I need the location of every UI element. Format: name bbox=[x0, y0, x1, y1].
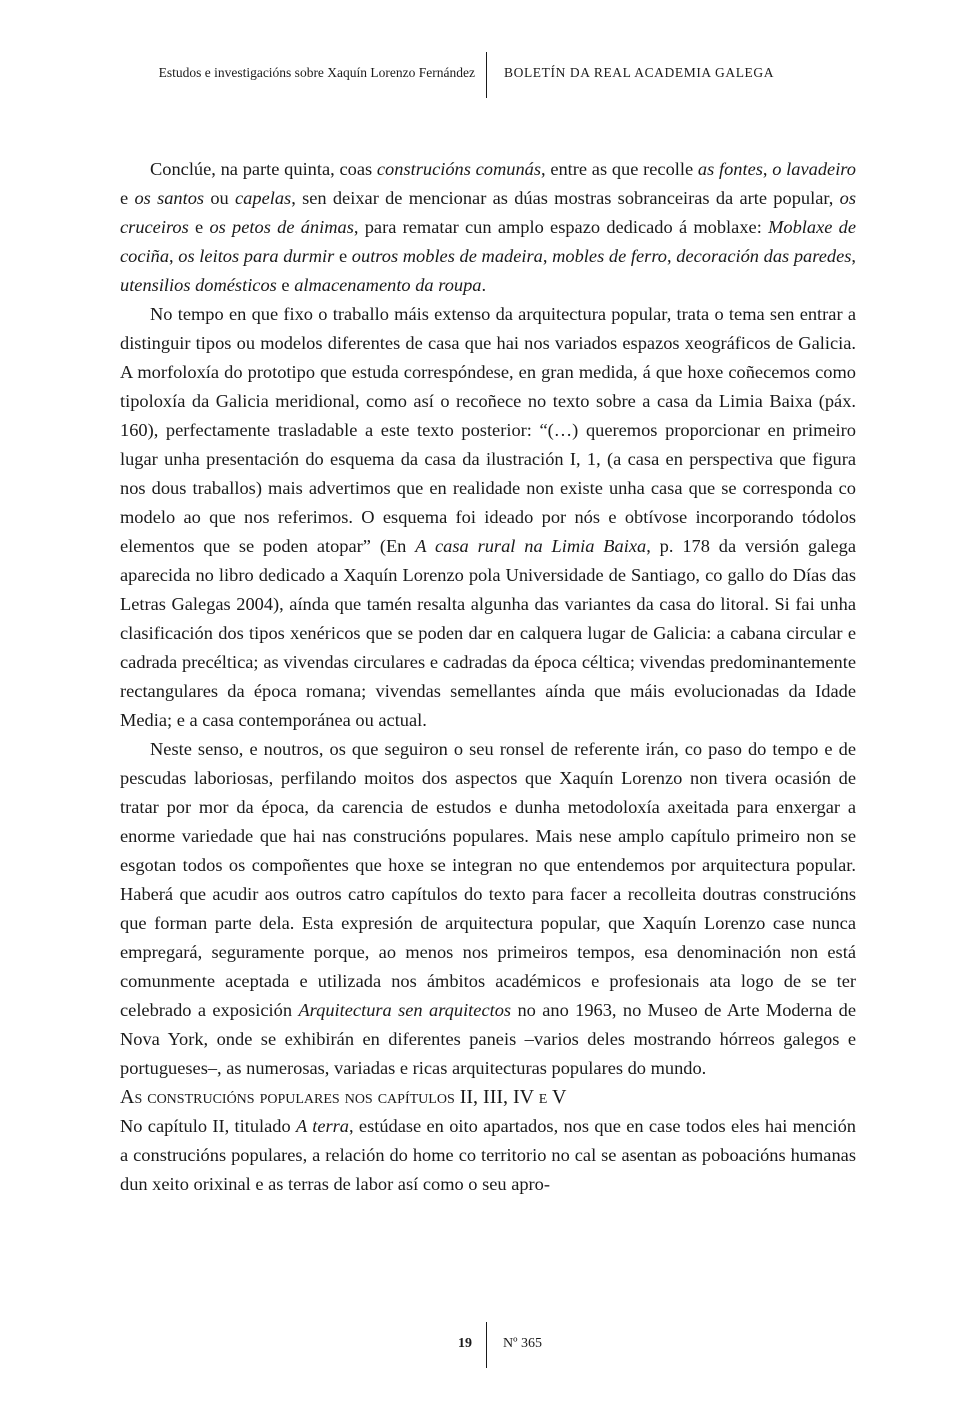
emphasis: utensilios domésticos bbox=[120, 275, 277, 295]
emphasis: almacenamento da roupa bbox=[294, 275, 482, 295]
emphasis: capelas bbox=[235, 188, 292, 208]
paragraph-2: No tempo en que fixo o traballo máis extenso da arquitectura popular, trata o tema sen entrar a distinguir tipos ou modelos diferentes de casa que hai nos variados espazos xeográficos de Galicia. A morfoloxía do prototipo que estuda correspóndese, en gran medida, á que hoxe coñecemos como tipoloxía da Galicia meridional, como así o recoñece no texto sobre a casa da Limia Baixa (páx. 160), perfectamente trasladable a este texto posterior: “(…) queremos proporcionar en primeiro lugar unha presentación do esquema da casa da ilustración I, 1, (a casa en perspectiva que figura nos dous traballos) mais advertimos que en realidade non existe unha casa que se corresponda co modelo ao que nos referimos. O esquema foi ideado por nós e obtívose incorporando tódolos elementos que se poden atopar” (En A casa rural na Limia Baixa, p. 178 da versión galega aparecida no libro dedicado a Xaquín Lorenzo pola Universidade de Santiago, co gallo do Días das Letras Galegas 2004), aínda que tamén resalta algunha das variantes da casa do litoral. Si fai unha clasificación dos tipos xenéricos que se poden dar en calquera lugar de Galicia: a cabana circular e cadrada precéltica; as vivendas circulares e cadradas da época céltica; vivendas predominantemente rectangulares da época romana; vivendas semellantes aínda que máis evolucionadas da Idade Media; e a casa contemporánea ou actual. bbox=[120, 304, 856, 730]
emphasis: o lavadeiro bbox=[772, 159, 856, 179]
emphasis: Moblaxe de cociña bbox=[120, 217, 857, 266]
emphasis: os petos de ánimas bbox=[209, 217, 354, 237]
paragraph-1: Conclúe, na parte quinta, coas construcións comunás, entre as que recolle as fontes, o lavadeiro e os santos ou capelas, sen deixar de mencionar as dúas mostras sobranceiras da arte popular, os cruceiros e os petos de ánimas, para rematar cun amplo espazo dedicado á moblaxe: Moblaxe de cociña, os leitos para durmir e outros mobles de madeira, mobles de ferro, decoración das paredes, utensilios domésticos e almacenamento da roupa. bbox=[120, 159, 857, 295]
book-title: A casa rural na Limia Baixa bbox=[415, 536, 647, 556]
emphasis: os santos bbox=[134, 188, 205, 208]
section-heading: As construcións populares nos capítulos II, III, IV e V bbox=[120, 1086, 567, 1108]
chapter-title: A terra bbox=[296, 1116, 349, 1136]
paragraph-3: Neste senso, e noutros, os que seguiron o seu ronsel de referente irán, co paso do tempo e de pescudas laboriosas, perfilando moitos dos aspectos que Xaquín Lorenzo non tivera ocasión de tratar por mor da época, da carencia de estudos e dunha metodoloxía axeitada para enxergar a enorme variedade que hai nas construcións populares. Mais nese amplo capítulo primeiro non se esgotan todos os compoñentes que hoxe se integran no que entendemos por arquitectura popular. Haberá que acudir aos outros catro capítulos do texto para facer a recolleita doutras construcións que forman parte dela. Esta expresión de arquitectura popular, que Xaquín Lorenzo case nunca empregará, seguramente porque, ao menos nos primeiros tempos, esa denominación non está comunmente aceptada e utilizada nos ámbitos académicos e profesionais ata logo de se ter celebrado a exposición Arquitectura sen arquitectos no ano 1963, no Museo de Arte Moderna de Nova York, onde se exhibirán en diferentes paneis –varios deles mostrando hórreos galegos e portugueses–, as numerosas, variadas e ricas arquitecturas populares do mundo. bbox=[120, 739, 856, 1078]
header-divider bbox=[486, 52, 487, 98]
emphasis: construcións comunás bbox=[376, 159, 541, 179]
issue-number: Nº 365 bbox=[503, 1336, 542, 1351]
footer-divider bbox=[486, 1322, 487, 1368]
page-number: 19 bbox=[458, 1336, 472, 1351]
header-article-title: Estudos e investigacións sobre Xaquín Lorenzo Fernández bbox=[158, 65, 475, 80]
emphasis: outros mobles de madeira bbox=[351, 246, 543, 266]
article-body bbox=[120, 155, 856, 1199]
emphasis: mobles de ferro bbox=[552, 246, 667, 266]
emphasis: as fontes bbox=[697, 159, 763, 179]
exhibition-title: Arquitectura sen arquitectos bbox=[298, 1000, 512, 1020]
emphasis: decoración das paredes bbox=[676, 246, 852, 266]
page-footer bbox=[0, 1322, 975, 1368]
running-header bbox=[0, 52, 975, 100]
emphasis: os cruceiros bbox=[120, 188, 856, 237]
header-journal-title: BOLETÍN DA REAL ACADEMIA GALEGA bbox=[504, 65, 775, 80]
emphasis: os leitos para durmir bbox=[178, 246, 335, 266]
paragraph-4: No capítulo II, titulado A terra, estúdase en oito apartados, nos que en case todos eles hai mención a construcións populares, a relación do home co territorio no cal se asentan as poboacións humanas dun xeito orixinal e as terras de labor así como o seu apro- bbox=[120, 1116, 857, 1194]
